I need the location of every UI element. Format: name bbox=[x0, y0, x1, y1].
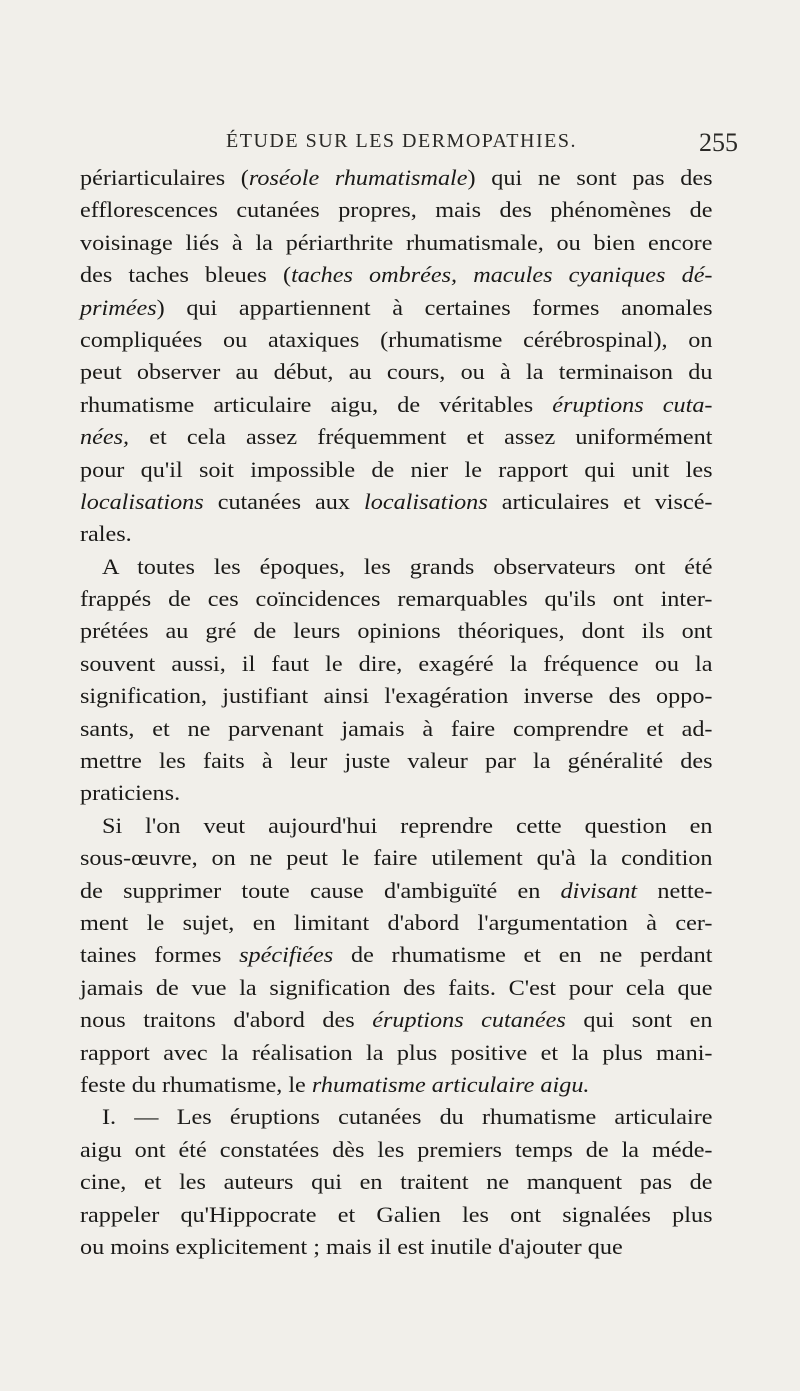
running-head-title: ÉTUDE SUR LES DERMOPATHIES. bbox=[226, 130, 577, 152]
text-line bbox=[80, 551, 713, 583]
text-line bbox=[80, 162, 713, 194]
text-segment: taines formes bbox=[80, 942, 240, 968]
italic-segment: roséole rhumatismale bbox=[248, 165, 468, 190]
text-segment: A toutes les époques, les grands observateurs ont été bbox=[102, 553, 713, 579]
text-segment: pour qu'il soit impossible de nier le rapport qui unit les bbox=[80, 456, 713, 482]
text-line bbox=[80, 292, 713, 324]
text-segment: périarticulaires ( bbox=[80, 165, 249, 190]
italic-segment: éruptions cuta- bbox=[552, 391, 713, 417]
text-line bbox=[80, 810, 713, 842]
italic-segment: éruptions cutanées bbox=[372, 1007, 566, 1033]
text-segment: des taches bleues ( bbox=[80, 262, 292, 288]
page-number: 255 bbox=[699, 128, 738, 157]
text-line bbox=[80, 421, 713, 453]
running-head bbox=[65, 130, 738, 158]
text-segment: sants, et ne parvenant jamais à faire comprendre et ad- bbox=[80, 715, 713, 741]
italic-segment: divisant bbox=[560, 877, 638, 903]
text-line bbox=[80, 745, 713, 777]
text-segment: voisinage liés à la périarthrite rhumatismale, ou bien encore bbox=[80, 229, 713, 255]
text-line bbox=[80, 713, 713, 745]
italic-segment: spécifiées bbox=[239, 942, 334, 968]
text-segment: mettre les faits à leur juste valeur par la généralité des bbox=[80, 748, 713, 774]
text-segment: ) qui appartiennent à certaines formes anomales bbox=[156, 294, 713, 320]
text-line bbox=[80, 324, 713, 356]
text-line bbox=[80, 1199, 713, 1231]
text-line bbox=[80, 1069, 713, 1101]
text-segment: de rhumatisme et en ne perdant bbox=[333, 942, 713, 968]
text-segment: signification, justifiant ainsi l'exagération inverse des oppo- bbox=[80, 683, 713, 709]
text-line bbox=[80, 1101, 713, 1133]
text-line bbox=[80, 680, 713, 712]
text-line bbox=[80, 875, 713, 907]
text-segment: ment le sujet, en limitant d'abord l'argumentation à cer- bbox=[80, 909, 713, 935]
text-line bbox=[80, 842, 713, 874]
text-line bbox=[80, 194, 713, 226]
text-line bbox=[80, 227, 713, 259]
text-segment: articulaires et viscé- bbox=[487, 488, 713, 514]
text-segment: et cela assez fréquemment et assez uniformément bbox=[129, 424, 713, 450]
italic-segment: rhumatisme articulaire aigu. bbox=[311, 1071, 590, 1097]
text-line bbox=[80, 972, 713, 1004]
text-segment: de supprimer toute cause d'ambiguïté en bbox=[80, 877, 561, 903]
text-line bbox=[80, 1037, 713, 1069]
italic-segment: primées bbox=[80, 294, 157, 320]
text-segment: prétées au gré de leurs opinions théoriques, dont ils ont bbox=[80, 618, 713, 644]
text-segment: rappeler qu'Hippocrate et Galien les ont signalées plus bbox=[80, 1201, 713, 1227]
text-segment: nous traitons d'abord des bbox=[80, 1007, 373, 1033]
text-segment: compliquées ou ataxiques (rhumatisme cérébrospinal), on bbox=[80, 326, 713, 352]
text-line bbox=[80, 615, 713, 647]
text-segment: efflorescences cutanées propres, mais des phénomènes de bbox=[80, 197, 713, 223]
text-segment: rales. bbox=[80, 521, 132, 547]
text-segment: praticiens. bbox=[80, 780, 181, 806]
text-line bbox=[80, 454, 713, 486]
text-line bbox=[80, 648, 713, 680]
text-segment: aigu ont été constatées dès les premiers temps de la méde- bbox=[80, 1136, 713, 1162]
text-segment: frappés de ces coïncidences remarquables qu'ils ont inter- bbox=[80, 586, 713, 612]
text-segment: peut observer au début, au cours, ou à la terminaison du bbox=[80, 359, 713, 385]
text-segment: Si l'on veut aujourd'hui reprendre cette question en bbox=[102, 812, 713, 838]
text-segment: rhumatisme articulaire aigu, de véritables bbox=[80, 391, 553, 417]
italic-segment: taches ombrées, macules cyaniques dé- bbox=[291, 262, 713, 288]
text-line bbox=[80, 518, 713, 550]
italic-segment: localisations bbox=[364, 488, 488, 514]
text-segment: ou moins explicitement ; mais il est inutile d'ajouter que bbox=[80, 1233, 623, 1259]
text-segment: qui sont en bbox=[565, 1007, 713, 1033]
text-line bbox=[80, 486, 713, 518]
text-line bbox=[80, 1166, 713, 1198]
text-segment: cutanées aux bbox=[203, 488, 365, 514]
text-line bbox=[80, 1134, 713, 1166]
text-segment: rapport avec la réalisation la plus positive et la plus mani- bbox=[80, 1039, 713, 1065]
text-line bbox=[80, 583, 713, 615]
italic-segment: localisations bbox=[80, 488, 204, 514]
body-text bbox=[80, 162, 713, 1263]
text-segment: cine, et les auteurs qui en traitent ne manquent pas de bbox=[80, 1169, 713, 1195]
text-segment: jamais de vue la signification des faits. C'est pour cela que bbox=[80, 974, 713, 1000]
text-line bbox=[80, 907, 713, 939]
text-segment: feste du rhumatisme, le bbox=[80, 1071, 312, 1097]
text-line bbox=[80, 1004, 713, 1036]
text-line bbox=[80, 389, 713, 421]
text-line bbox=[80, 1231, 713, 1263]
text-line bbox=[80, 259, 713, 291]
text-segment: sous-œuvre, on ne peut le faire utilement qu'à la condition bbox=[80, 845, 713, 871]
text-line bbox=[80, 777, 713, 809]
text-segment: souvent aussi, il faut le dire, exagéré la fréquence ou la bbox=[80, 650, 713, 676]
italic-segment: nées, bbox=[80, 424, 130, 450]
text-segment: I. — Les éruptions cutanées du rhumatisme articulaire bbox=[102, 1104, 713, 1130]
text-line bbox=[80, 356, 713, 388]
text-segment: nette- bbox=[637, 877, 713, 903]
text-segment: ) qui ne sont pas des bbox=[467, 165, 713, 190]
text-line bbox=[80, 939, 713, 971]
